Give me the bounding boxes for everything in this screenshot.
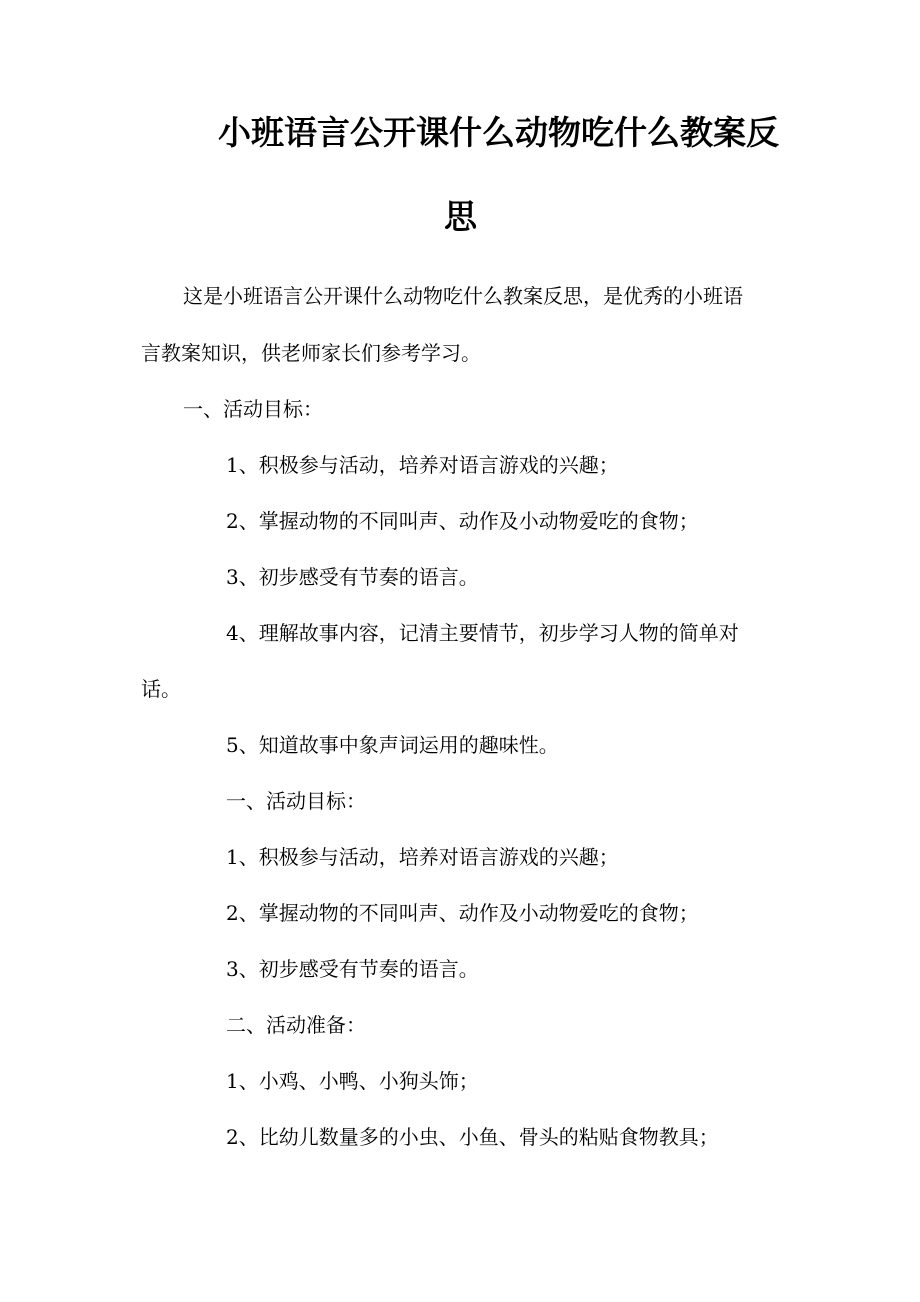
section-heading-goals-repeat: 一、活动目标： (226, 789, 366, 813)
document-title-line-2: 思 (444, 197, 477, 236)
goal-item-5: 5、知道故事中象声词运用的趣味性。 (226, 733, 559, 757)
goal-repeat-item-1: 1、积极参与活动，培养对语言游戏的兴趣； (226, 845, 619, 869)
goal-item-3: 3、初步感受有节奏的语言。 (226, 565, 479, 589)
goal-item-2: 2、掌握动物的不同叫声、动作及小动物爱吃的食物； (226, 509, 699, 533)
section-heading-goals: 一、活动目标： (183, 397, 323, 421)
prep-item-2: 2、比幼儿数量多的小虫、小鱼、骨头的粘贴食物教具； (226, 1125, 719, 1149)
prep-item-1: 1、小鸡、小鸭、小狗头饰； (226, 1069, 479, 1093)
intro-paragraph-line-2: 言教案知识，供老师家长们参考学习。 (141, 341, 481, 365)
document-title-line-1: 小班语言公开课什么动物吃什么教案反 (218, 113, 779, 152)
goal-repeat-item-2: 2、掌握动物的不同叫声、动作及小动物爱吃的食物； (226, 901, 699, 925)
goal-repeat-item-3: 3、初步感受有节奏的语言。 (226, 957, 479, 981)
goal-item-4-line-2: 话。 (141, 677, 181, 701)
goal-item-1: 1、积极参与活动，培养对语言游戏的兴趣； (226, 453, 619, 477)
goal-item-4-line-1: 4、理解故事内容，记清主要情节，初步学习人物的简单对 (226, 621, 739, 645)
intro-paragraph-line-1: 这是小班语言公开课什么动物吃什么教案反思，是优秀的小班语 (183, 284, 743, 308)
section-heading-preparation: 二、活动准备： (226, 1013, 366, 1037)
